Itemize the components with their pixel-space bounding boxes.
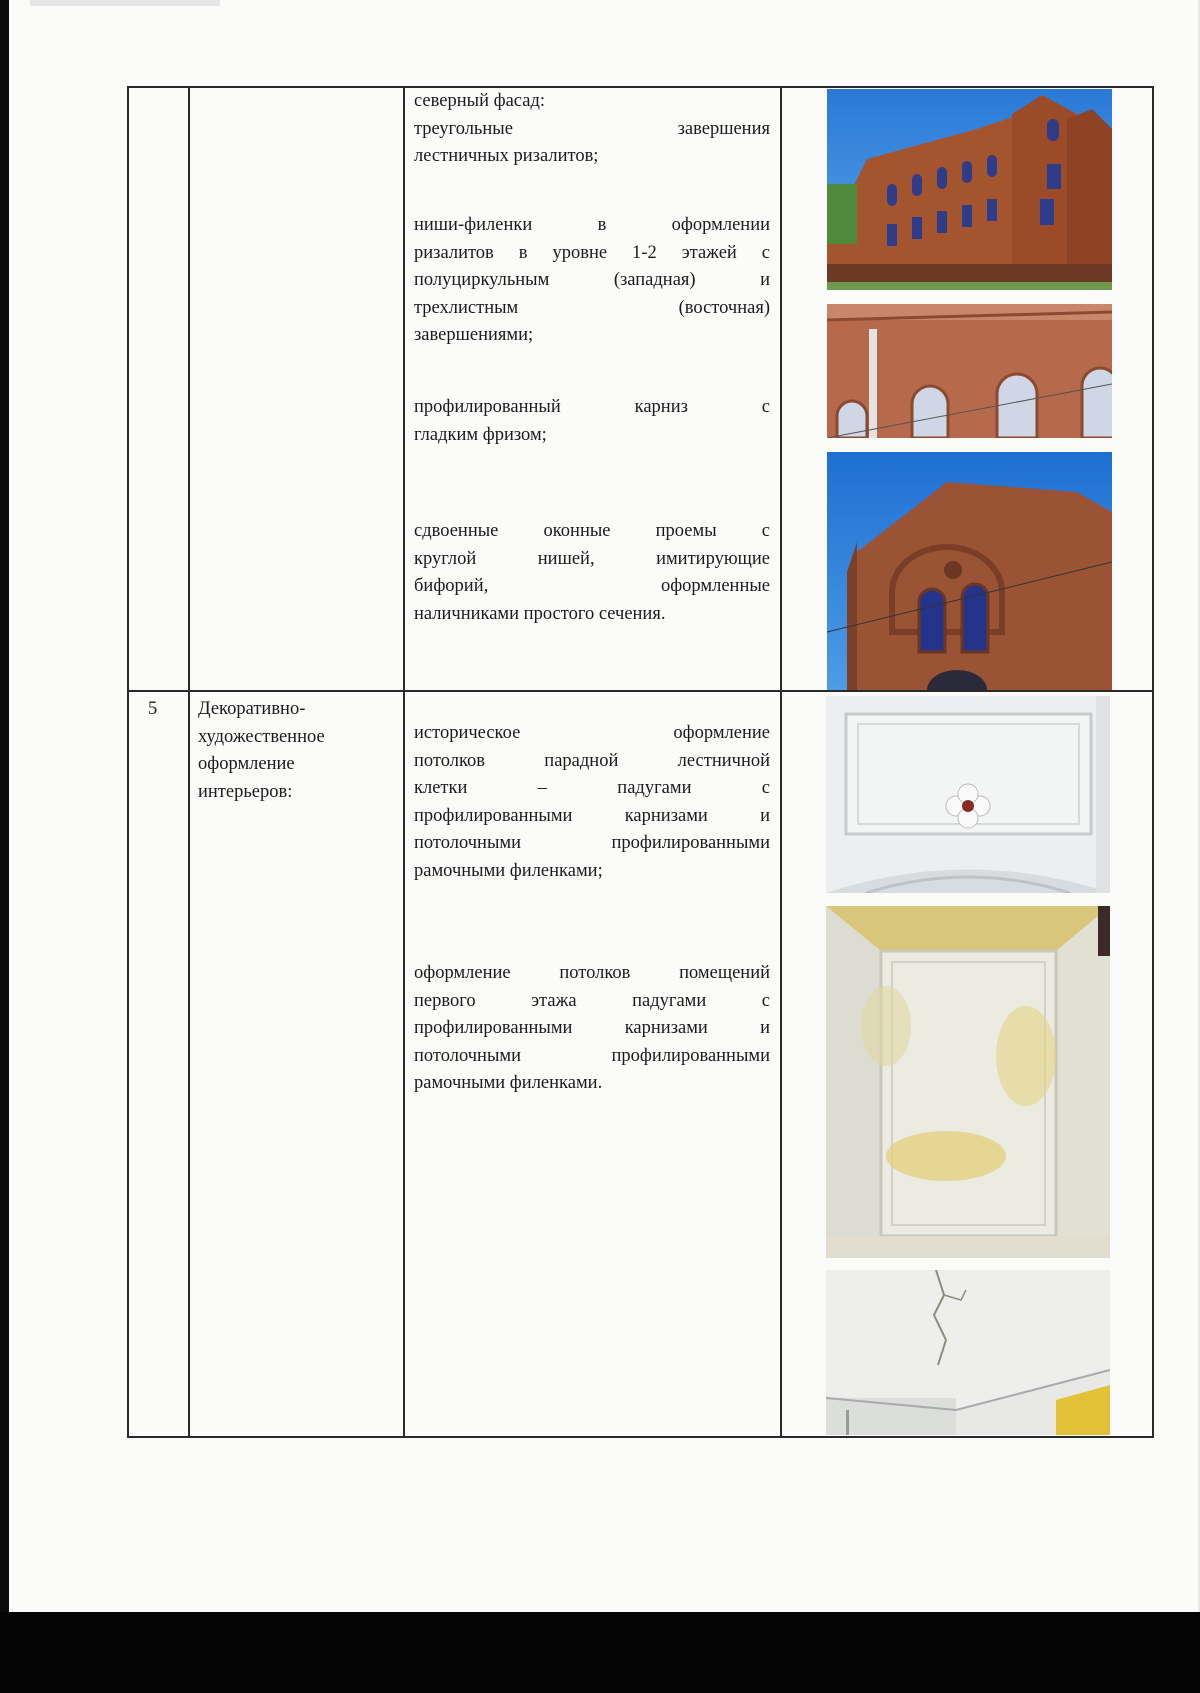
facade-paragraph-4: сдвоенные оконные проемы с круглой нишей, имитирующие бифорий, оформленные наличниками простого сечения. xyxy=(414,521,770,624)
interior-paragraph-2: оформление потолков помещений первого этажа падугами с профилированными карнизами и потолочными профилированными рамочными филенками. xyxy=(414,963,770,1093)
scan-left-border xyxy=(0,0,9,1693)
row-number: 5 xyxy=(148,699,158,719)
interior-paragraph-1: историческое оформление потолков парадной лестничной клетки – падугами с профилированными карнизами и потолочными профилированными рамочными филенками; xyxy=(414,723,770,881)
photo-staircase-ceiling xyxy=(826,696,1110,893)
photo-cornice xyxy=(827,304,1112,438)
facade-paragraph-2: ниши-филенки в оформлении ризалитов в уровне 1-2 этажей с полуциркульным (западная) и трехлистным (восточная) завершениями; xyxy=(414,215,770,345)
facade-paragraph-1: северный фасад: треугольные завершения лестничных ризалитов; xyxy=(414,91,770,166)
scan-bottom-border xyxy=(0,1612,1200,1693)
photo-north-facade xyxy=(827,89,1112,290)
row-title: Декоративно- художественное оформление интерьеров: xyxy=(198,699,325,802)
facade-paragraph-3: профилированный карниз с гладким фризом; xyxy=(414,397,770,445)
scan-top-smudge xyxy=(30,0,220,6)
photo-paired-windows xyxy=(827,452,1112,690)
photo-ceiling-crack xyxy=(826,1270,1110,1435)
photo-room-ceiling xyxy=(826,906,1110,1258)
